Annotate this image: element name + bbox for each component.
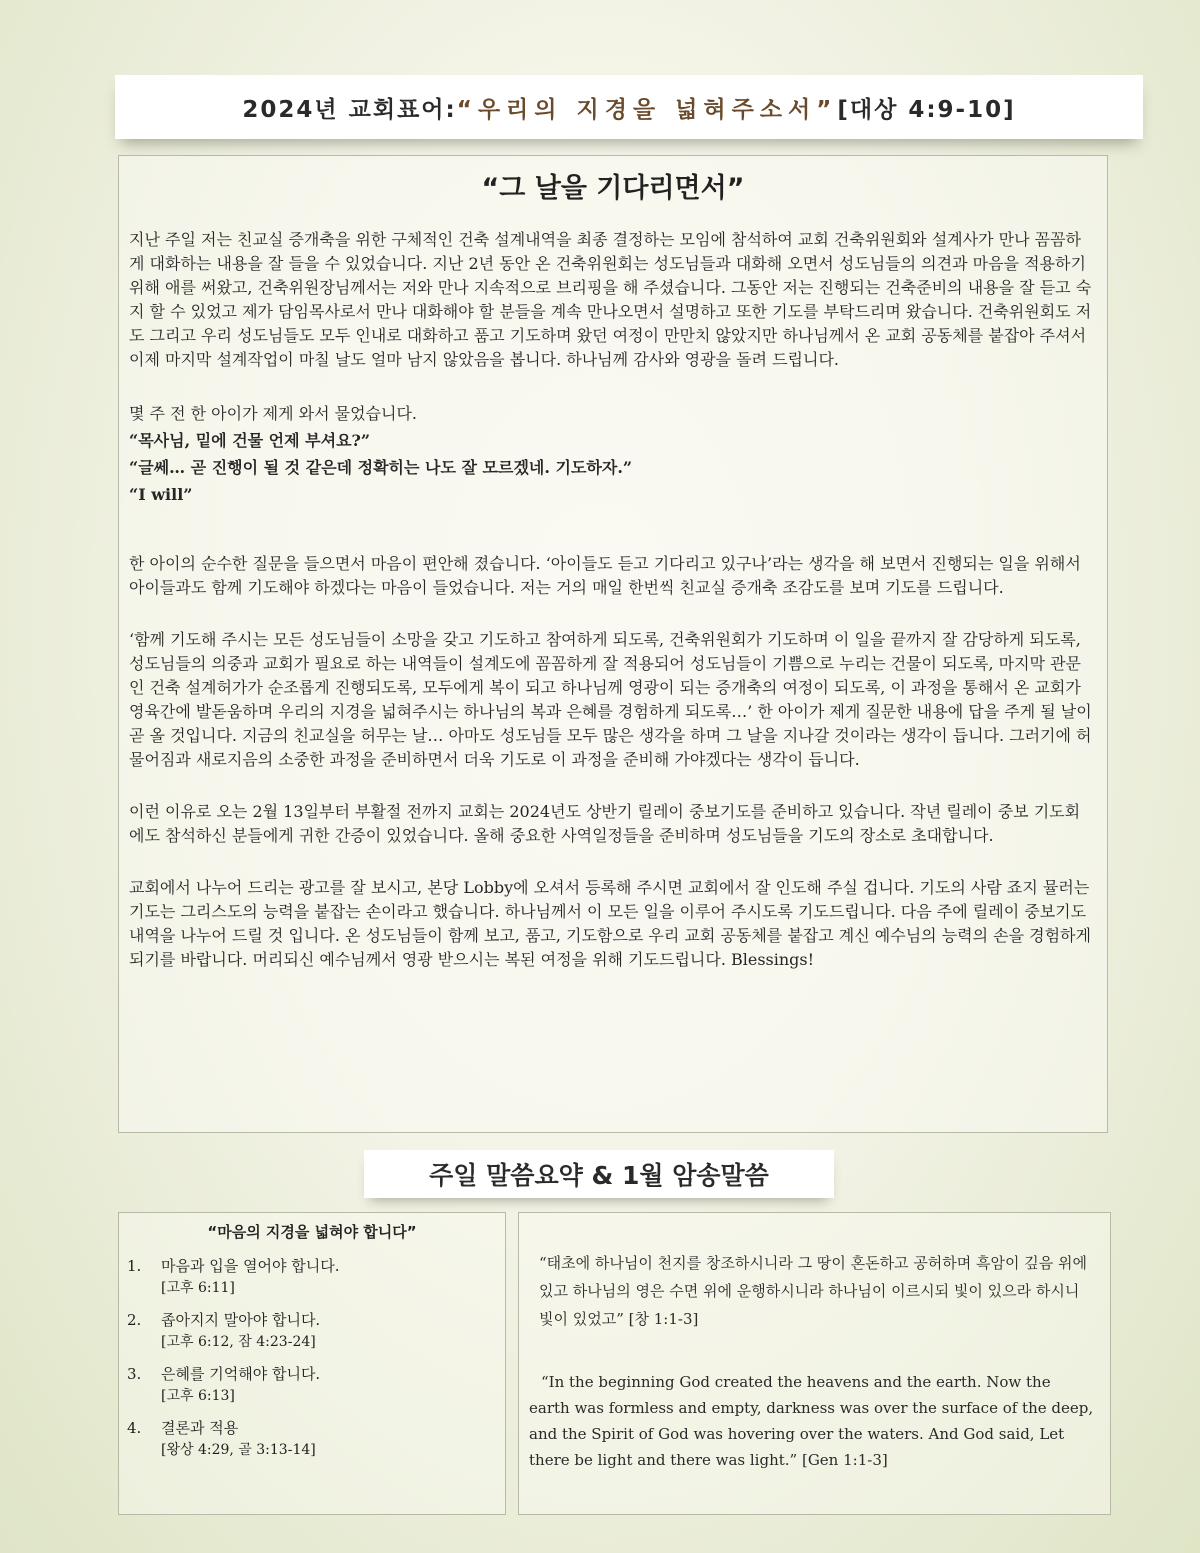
- point-reference: [고후 6:12, 잠 4:23-24]: [161, 1334, 316, 1350]
- conversation-intro: 몇 주 전 한 아이가 제게 와서 물었습니다.: [129, 404, 417, 423]
- section-title-sermon-memory: 주일 말씀요약 & 1월 암송말씀: [364, 1150, 834, 1198]
- sermon-points: [127, 1255, 497, 1471]
- memory-verse-box: [518, 1212, 1111, 1515]
- motto-text: “우리의 지경을 넓혀주소서”: [456, 96, 838, 123]
- sermon-point: [127, 1363, 497, 1407]
- point-number: 4.: [127, 1419, 142, 1437]
- letter-paragraph-1: 지난 주일 저는 친교실 증개축을 위한 구체적인 건축 설계내역을 최종 결정하는 모임에 참석하여 교회 건축위원회와 설계사가 만나 꼼꼼하게 대화하는 내용을 잘 들을 수 있었습니다. 지난 2년 동안 온 건축위원회는 성도님들과 대화해 오면서 성도님들의 의견과 마음을 적용하기 위해 애를 써왔고, 건축위원장님께서는 저와 만나 지속적으로 브리핑을 해 주셨습니다. 그동안 저는 진행되는 건축준비의 내용을 잘 듣고 숙지 할 수 있었고 제가 담임목사로서 만나 대화해야 할 분들을 계속 만나오면서 설명하고 또한 기도를 부탁드리며 왔습니다. 건축위원회도 저도 그리고 우리 성도님들도 모두 인내로 대화하고 품고 기도하며 왔던 여정이 만만치 않았지만 하나님께서 온 교회 공동체를 붙잡아 주셔서 이제 마지막 설계작업이 마칠 날도 얼마 남지 않았음을 봅니다. 하나님께 감사와 영광을 돌려 드립니다.: [129, 230, 1092, 369]
- point-number: 2.: [127, 1311, 142, 1329]
- sermon-point: [127, 1417, 497, 1461]
- conversation-answer: “글쎄… 곧 진행이 될 것 같은데 정확히는 나도 잘 모르겠네. 기도하자.”: [129, 458, 633, 477]
- point-reference: [왕상 4:29, 골 3:13-14]: [161, 1442, 316, 1458]
- sermon-point: [127, 1309, 497, 1353]
- letter-body: [129, 228, 1095, 1000]
- point-text: 은혜를 기억해야 합니다.: [161, 1365, 321, 1383]
- conversation-question: “목사님, 밑에 건물 언제 부셔요?”: [129, 431, 371, 450]
- motto-prefix: 2024년 교회표어:: [242, 96, 457, 123]
- conversation-reply: “I will”: [129, 485, 193, 504]
- point-reference: [고후 6:13]: [161, 1388, 235, 1404]
- point-number: 3.: [127, 1365, 142, 1383]
- point-reference: [고후 6:11]: [161, 1280, 235, 1296]
- point-text: 마음과 입을 열어야 합니다.: [161, 1257, 340, 1275]
- pastor-letter-box: [118, 155, 1108, 1133]
- letter-paragraph-3: ‘함께 기도해 주시는 모든 성도님들이 소망을 갖고 기도하고 참여하게 되도록, 건축위원회가 기도하며 이 일을 끝까지 잘 감당하게 되도록, 성도님들의 의중과 교회가 필요로 하는 내역들이 설계도에 꼼꼼하게 잘 적용되어 성도님들이 기쁨으로 누리는 건물이 되도록, 마지막 관문인 건축 설계허가가 순조롭게 진행되도록, 모두에게 복이 되고 하나님께 영광이 되는 증개축의 여정이 되도록, 이 과정을 통해서 온 교회가 영육간에 발돋움하며 우리의 지경을 넓혀주시는 하나님의 복과 은혜를 경험하게 되도록…’ 한 아이가 제게 질문한 내용에 답을 주게 될 날이 곧 올 것입니다. 지금의 친교실을 허무는 날… 아마도 성도님들 모두 많은 생각을 하며 그 날을 지나갈 것이라는 생각이 듭니다. 그러기에 허물어짐과 새로지음의 소중한 과정을 준비하면서 더욱 기도로 이 과정을 준비해 가야겠다는 생각이 듭니다.: [129, 630, 1092, 769]
- letter-paragraph-4: 이런 이유로 오는 2월 13일부터 부활절 전까지 교회는 2024년도 상반기 릴레이 중보기도를 준비하고 있습니다. 작년 릴레이 중보 기도회에도 참석하신 분들에게 귀한 간증이 있었습니다. 올해 중요한 사역일정들을 준비하며 성도님들을 기도의 장소로 초대합니다.: [129, 802, 1081, 845]
- motto-reference: [대상 4:9-10]: [837, 96, 1016, 123]
- sermon-title: “마음의 지경을 넓혀야 합니다”: [207, 1223, 417, 1241]
- conversation-block: [129, 400, 1095, 508]
- letter-title: “그 날을 기다리면서”: [481, 173, 745, 204]
- point-number: 1.: [127, 1257, 142, 1275]
- motto-banner: [115, 75, 1143, 139]
- sermon-point: [127, 1255, 497, 1299]
- point-text: 좁아지지 말아야 합니다.: [161, 1311, 321, 1329]
- sermon-summary-box: [118, 1212, 506, 1515]
- memory-verse-korean: “태초에 하나님이 천지를 창조하시니라 그 땅이 혼돈하고 공허하며 흑암이 깊음 위에 있고 하나님의 영은 수면 위에 운행하시니라 하나님이 이르시되 빛이 있으라 하시니 빛이 있었고” [창 1:1-3]: [539, 1254, 1088, 1328]
- letter-paragraph-5: 교회에서 나누어 드리는 광고를 잘 보시고, 본당 Lobby에 오셔서 등록해 주시면 교회에서 잘 인도해 주실 겁니다. 기도의 사람 죠지 뮬러는 기도는 그리스도의 능력을 붙잡는 손이라고 했습니다. 하나님께서 이 모든 일을 이루어 주시도록 기도드립니다. 다음 주에 릴레이 중보기도 내역을 나누어 드릴 것 입니다. 온 성도님들이 함께 보고, 품고, 기도함으로 우리 교회 공동체를 붙잡고 계신 예수님의 능력의 손을 경험하게 되기를 바랍니다. 머리되신 예수님께서 영광 받으시는 복된 여정을 위해 기도드립니다. Blessings!: [129, 878, 1091, 969]
- memory-verse-english: “In the beginning God created the heavens and the earth. Now the earth was formless and empty, darkness was over the surface of the deep, and the Spirit of God was hovering over the waters. And God said, Let there be light and there was light.” [Gen 1:1-3]: [529, 1373, 1094, 1469]
- point-text: 결론과 적용: [161, 1419, 239, 1437]
- letter-paragraph-2: 한 아이의 순수한 질문을 들으면서 마음이 편안해 졌습니다. ‘아이들도 듣고 기다리고 있구나’라는 생각을 해 보면서 진행되는 일을 위해서 아이들과도 함께 기도해야 하겠다는 마음이 들었습니다. 저는 거의 매일 한번씩 친교실 증개축 조감도를 보며 기도를 드립니다.: [129, 554, 1081, 597]
